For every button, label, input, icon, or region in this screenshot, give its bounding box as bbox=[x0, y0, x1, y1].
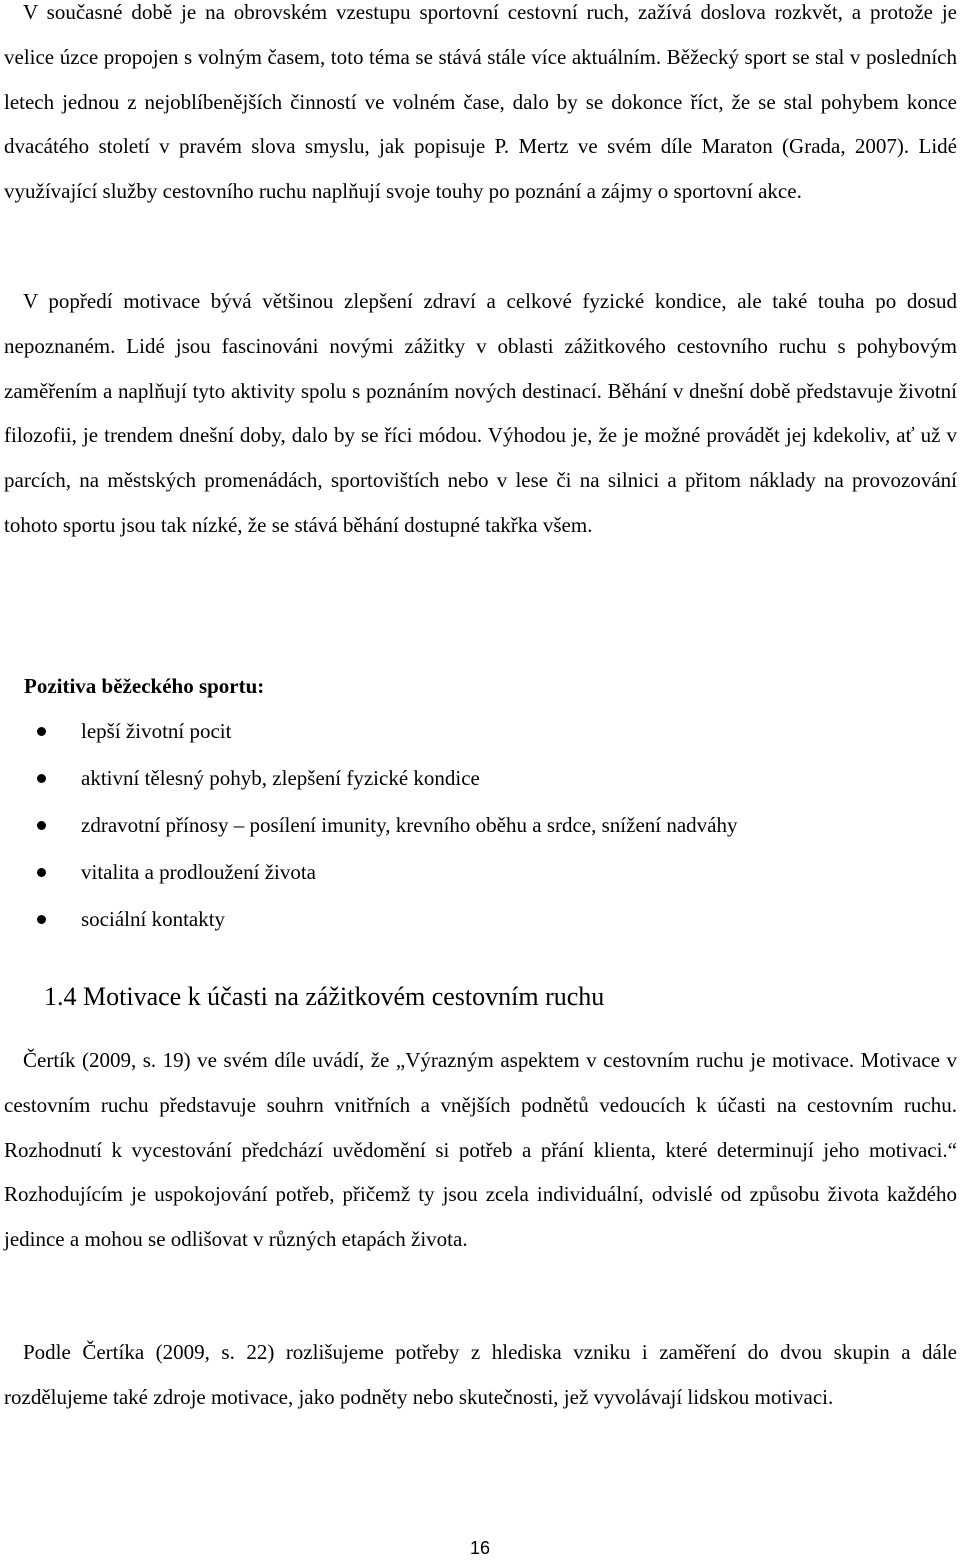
page-number: 16 bbox=[469, 1538, 491, 1558]
paragraph-motivation-health: V popředí motivace bývá většinou zlepšení zdraví a celkové fyzické kondice, ale také touha po dosud nepoznaném. Lidé jsou fascinováni novými zážitky v oblasti zážitkového cestovního ruchu s pohybovým zaměřením a naplňují tyto aktivity spolu s poznáním nových destinací. Běhání v dnešní době představuje životní filozofii, je trendem dnešní doby, dalo by se říci módou. Výhodou je, že je možné provádět jej kdekoliv, ať už v parcích, na městských promenádách, sportovištích nebo v lese či na silnici a přitom náklady na provozování tohoto sportu jsou tak nízké, že se stává běhání dostupné takřka všem. bbox=[4, 289, 957, 537]
list-item-text: vitalita a prodloužení života bbox=[81, 860, 316, 884]
section-heading: 1.4 Motivace k účasti na zážitkovém cestovním ruchu bbox=[44, 982, 605, 1011]
list-item-text: lepší životní pocit bbox=[81, 719, 232, 743]
paragraph-certik-needs: Podle Čertíka (2009, s. 22) rozlišujeme potřeby z hlediska vzniku i zaměření do dvou skupin a dále rozdělujeme také zdroje motivace, jako podněty nebo skutečnosti, jež vyvolávají lidskou motivaci. bbox=[4, 1340, 957, 1409]
paragraph-certik-quote: Čertík (2009, s. 19) ve svém díle uvádí, že „Výrazným aspektem v cestovním ruchu je motivace. Motivace v cestovním ruchu představuje souhrn vnitřních a vnějších podnětů vedoucích k účasti na cestovním ruchu. Rozhodnutí k vycestování předchází uvědomění si potřeb a přání klienta, které determinují jeho motivaci.“ Rozhodujícím je uspokojování potřeb, přičemž ty jsou zcela individuální, odvislé od způsobu života každého jedince a mohou se odlišovat v různých etapách života. bbox=[4, 1048, 957, 1252]
bullet-icon bbox=[37, 915, 46, 924]
list-item bbox=[0, 802, 738, 849]
list-item bbox=[0, 755, 738, 802]
list-item bbox=[0, 896, 738, 943]
bullet-icon bbox=[37, 821, 46, 830]
list-item bbox=[0, 849, 738, 896]
list-item-text: sociální kontakty bbox=[81, 907, 226, 931]
paragraph-sport-tourism: V současné době je na obrovském vzestupu sportovní cestovní ruch, zažívá doslova rozkvět, a protože je velice úzce propojen s volným časem, toto téma se stává stále více aktuálním. Běžecký sport se stal v posledních letech jednou z nejoblíbenějších činností ve volném čase, dalo by se dokonce říct, že se stal pohybem konce dvacátého století v pravém slova smyslu, jak popisuje P. Mertz ve svém díle Maraton (Grada, 2007). Lidé využívající služby cestovního ruchu naplňují svoje touhy po poznání a zájmy o sportovní akce. bbox=[4, 0, 957, 204]
positives-list bbox=[0, 708, 738, 943]
bullet-icon bbox=[37, 868, 46, 877]
bullet-icon bbox=[37, 727, 46, 736]
list-item bbox=[0, 708, 738, 755]
bullet-icon bbox=[37, 774, 46, 783]
list-item-text: aktivní tělesný pohyb, zlepšení fyzické kondice bbox=[81, 766, 480, 790]
positives-heading: Pozitiva běžeckého sportu: bbox=[24, 674, 265, 698]
list-item-text: zdravotní přínosy – posílení imunity, krevního oběhu a srdce, snížení nadváhy bbox=[81, 813, 738, 837]
